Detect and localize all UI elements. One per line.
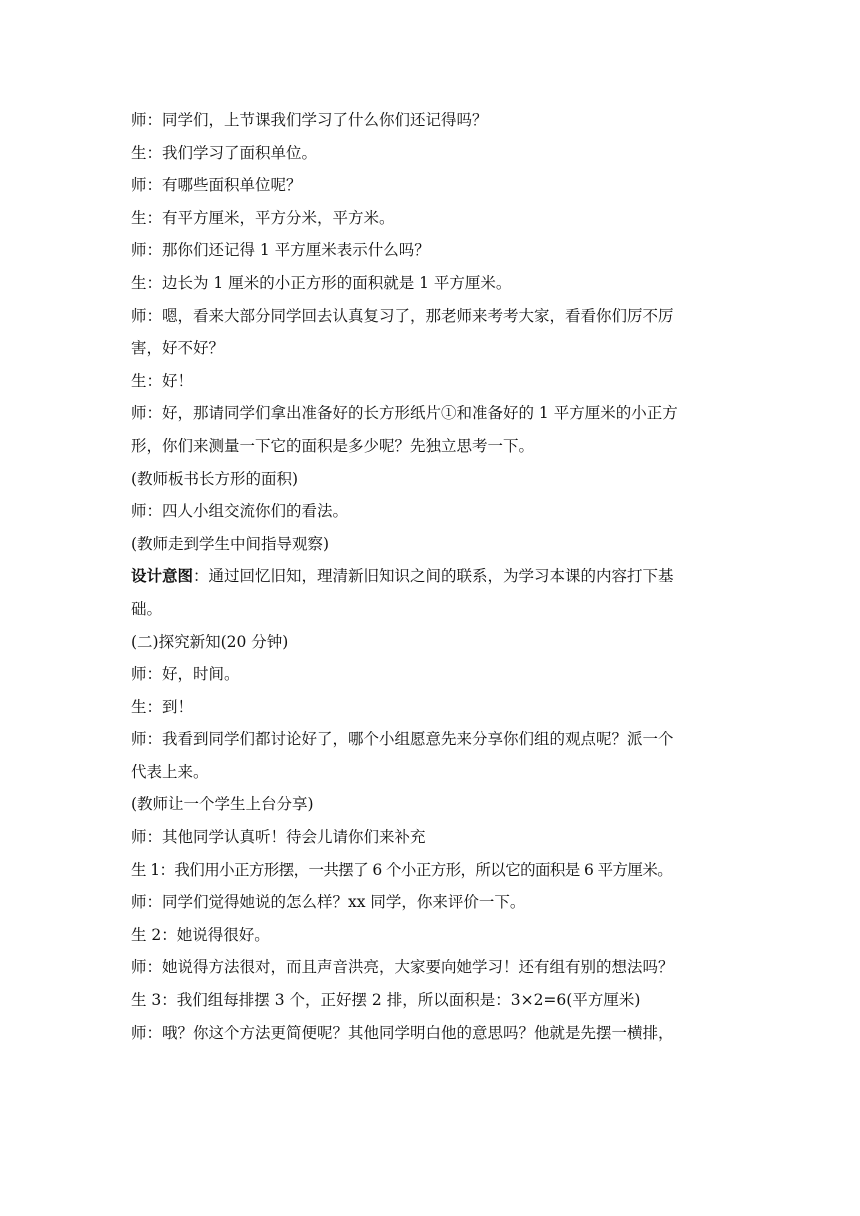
text-line: 师：有哪些面积单位呢？ <box>131 176 302 195</box>
text-line: (教师板书长方形的面积) <box>131 469 299 488</box>
text-line: 生：边长为 1 厘米的小正方形的面积就是 1 平方厘米。 <box>131 273 512 292</box>
text-line: 师：同学们，上节课我们学习了什么你们还记得吗？ <box>131 111 488 129</box>
section-heading: (二)探究新知(20 分钟) <box>131 632 289 651</box>
text-line: (教师让一个学生上台分享) <box>131 795 314 814</box>
design-intent-label: 设计意图 <box>131 566 194 586</box>
text-line: 师：好，时间。 <box>131 665 240 684</box>
text-line: 形，你们来测量一下它的面积是多少呢？先独立思考一下。 <box>131 436 535 455</box>
text-line: 师：嗯，看来大部分同学回去认真复习了，那老师来考考大家，看看你们厉不厉 <box>131 306 674 325</box>
text-line: 师：她说得方法很对，而且声音洪亮，大家要向她学习！还有组有别的想法吗？ <box>131 958 674 977</box>
text-line: 生：到！ <box>131 697 194 716</box>
text-line: 生：好！ <box>131 371 194 390</box>
text-line: 师：其他同学认真听！待会儿请你们来补充 <box>131 828 426 847</box>
text-line: 师：我看到同学们都讨论好了，哪个小组愿意先来分享你们组的观点呢？派一个 <box>131 730 674 749</box>
text-line: 师：好，那请同学们拿出准备好的长方形纸片①和准备好的 1 平方厘米的小正方 <box>131 404 678 423</box>
text-line: 师：那你们还记得 1 平方厘米表示什么吗？ <box>131 241 430 260</box>
document-body <box>131 104 735 1049</box>
text-line: 生 1：我们用小正方形摆，一共摆了 6 个小正方形，所以它的面积是 6 平方厘米。 <box>131 860 673 879</box>
design-intent-continuation: 础。 <box>131 599 163 618</box>
text-line: 害，好不好？ <box>131 339 225 358</box>
text-line: 生：我们学习了面积单位。 <box>131 143 318 162</box>
design-intent-text: ：通过回忆旧知，理清新旧知识之间的联系，为学习本课的内容打下基 <box>193 567 674 586</box>
text-line: 生：有平方厘米，平方分米，平方米。 <box>131 208 395 227</box>
text-line: (教师走到学生中间指导观察) <box>131 534 330 553</box>
text-line: 师：同学们觉得她说的怎么样？xx 同学，你来评价一下。 <box>131 893 526 912</box>
text-line: 师：四人小组交流你们的看法。 <box>131 502 349 521</box>
text-line: 代表上来。 <box>131 762 209 781</box>
design-intent-line <box>131 560 735 593</box>
text-line: 师：哦？你这个方法更简便呢？其他同学明白他的意思吗？他就是先摆一横排， <box>131 1023 674 1042</box>
text-line: 生 3：我们组每排摆 3 个，正好摆 2 排，所以面积是：3×2=6(平方厘米) <box>131 991 641 1010</box>
text-line: 生 2：她说得很好。 <box>131 925 270 944</box>
